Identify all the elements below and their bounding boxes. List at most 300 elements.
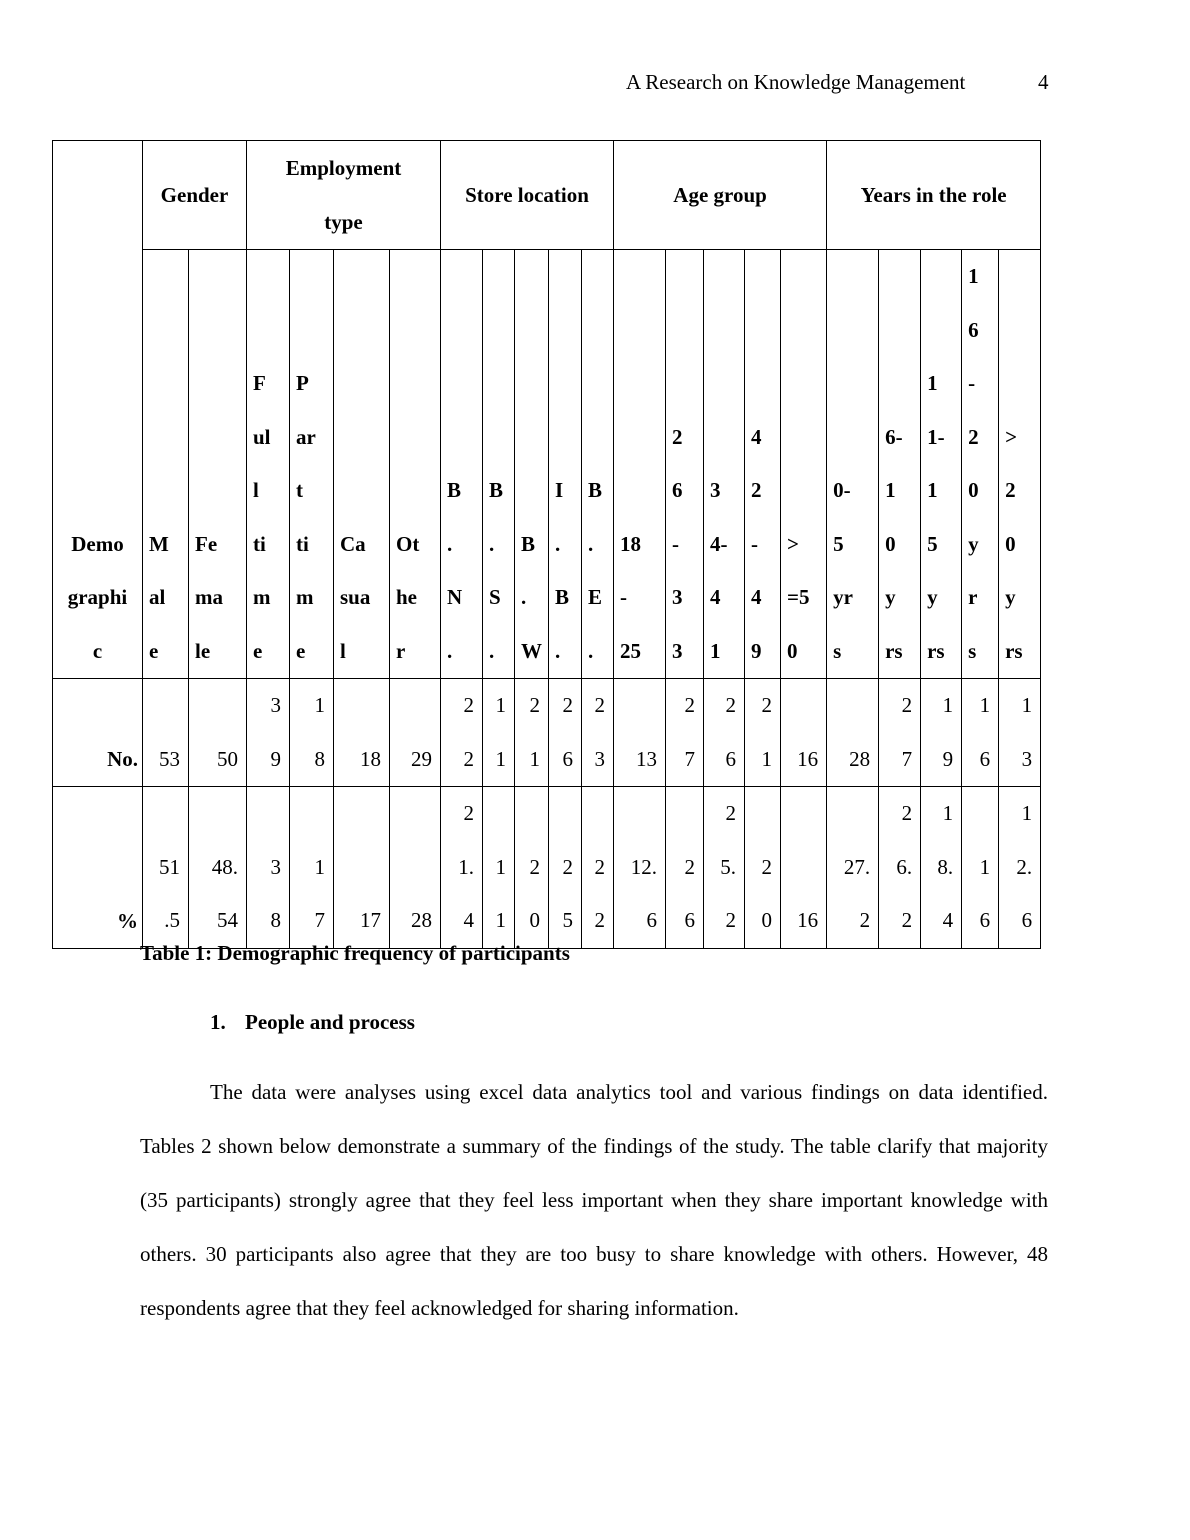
- count-value-line: 1: [314, 693, 325, 717]
- table-caption: Table 1: Demographic frequency of participants: [140, 941, 570, 965]
- column-header-cell: [582, 250, 614, 679]
- column-header-label-line: s: [968, 638, 977, 663]
- column-header-label-line: P: [296, 371, 309, 395]
- column-header-label-line: sua: [340, 585, 371, 609]
- count-cell: [582, 679, 614, 787]
- percent-value: [191, 841, 238, 948]
- column-header-label-line: -: [620, 585, 628, 609]
- column-header-label-line: 3: [710, 478, 721, 502]
- table-subheader-row: [53, 250, 1041, 679]
- column-header-label-line: yr: [833, 585, 853, 609]
- column-header-label-line: ar: [296, 424, 316, 449]
- employment-header-line2: type: [324, 210, 363, 234]
- count-value-line: 2: [901, 693, 913, 717]
- column-header-label-line: 1-: [927, 424, 945, 449]
- column-header-label-line: 0: [1005, 531, 1016, 556]
- count-value-line: 6: [562, 746, 573, 771]
- count-value-line: 3: [1021, 746, 1033, 771]
- count-value-line: 29: [411, 746, 432, 771]
- column-header-label-line: 5: [833, 531, 844, 556]
- count-value: [443, 679, 474, 786]
- count-value: [249, 679, 281, 786]
- column-header-label-line: m: [253, 585, 271, 609]
- percent-value-line: 1: [495, 908, 506, 932]
- percent-value: [517, 841, 540, 948]
- column-header-label-line: 1: [927, 371, 938, 395]
- column-header-label-line: .: [447, 638, 453, 663]
- column-header-label-line: ti: [296, 531, 309, 556]
- count-cell: [745, 679, 781, 787]
- demographic-header-line: graphi: [67, 585, 128, 609]
- percent-value-line: 1: [942, 801, 954, 825]
- column-header-cell: [549, 250, 582, 679]
- column-header-label-line: B: [489, 478, 504, 502]
- section-title: People and process: [245, 1010, 415, 1034]
- column-header-label-line: rs: [885, 638, 903, 663]
- percent-value-line: 2: [901, 801, 913, 825]
- column-header-cell: [666, 250, 704, 679]
- column-header-cell: [441, 250, 483, 679]
- percent-value-line: 2: [725, 801, 737, 825]
- column-header-label-line: 9: [751, 638, 762, 663]
- count-value-line: 50: [217, 746, 238, 771]
- percent-value: [249, 841, 281, 948]
- column-header-label: [296, 357, 331, 678]
- demographic-header-line: c: [92, 638, 103, 663]
- column-header-label-line: -: [751, 531, 759, 556]
- column-header-cell: [189, 250, 247, 679]
- count-value-line: 7: [901, 746, 913, 771]
- column-header-label-line: .: [489, 638, 495, 663]
- percent-value-line: 51: [159, 854, 180, 879]
- column-header-label-line: 6-: [885, 424, 903, 449]
- column-header-label-line: M: [149, 531, 169, 556]
- column-header-label-line: .: [588, 638, 594, 663]
- count-value: [964, 679, 990, 786]
- column-header-label-line: 1: [885, 478, 896, 502]
- column-header-label-line: 4-: [710, 531, 728, 556]
- column-header-label: [833, 464, 876, 678]
- column-header-cell: [143, 250, 189, 679]
- column-header-label-line: ti: [253, 531, 266, 556]
- percent-value-line: 6: [979, 908, 991, 932]
- count-value-line: 16: [797, 746, 819, 771]
- count-value: [881, 679, 912, 786]
- count-value: [829, 733, 870, 787]
- column-header-label-line: B: [447, 478, 462, 502]
- count-value-line: 2: [463, 693, 474, 717]
- percent-value-line: 27.: [843, 854, 871, 879]
- percent-cell: [781, 787, 827, 949]
- column-header-label-line: 5: [927, 531, 938, 556]
- column-header-label-line: 6: [968, 317, 979, 342]
- percent-value: [1001, 787, 1032, 948]
- percent-cell: [549, 787, 582, 949]
- age-group-header: Age group: [614, 141, 827, 250]
- column-header-label-line: 2: [1005, 478, 1016, 502]
- column-header-label-line: 6: [672, 478, 683, 502]
- percent-value-line: 2.: [1016, 854, 1033, 879]
- count-cell: [704, 679, 745, 787]
- column-header-label-line: 4: [751, 585, 762, 609]
- demographic-table: [52, 140, 1041, 949]
- count-value-line: 7: [684, 746, 696, 771]
- count-cell: [827, 679, 879, 787]
- percent-cell: [334, 787, 390, 949]
- percent-value-line: .5: [164, 908, 180, 932]
- column-header-label-line: 3: [672, 638, 683, 663]
- percent-value-line: 3: [270, 854, 281, 879]
- count-value: [191, 733, 238, 787]
- column-header-label-line: B: [588, 478, 603, 502]
- column-header-label-line: -: [968, 371, 976, 395]
- count-cell: [999, 679, 1041, 787]
- table-row-percent: [53, 787, 1041, 949]
- column-header-label-line: Ot: [396, 531, 420, 556]
- percent-value-line: 16: [797, 908, 819, 932]
- count-value-line: 28: [849, 746, 871, 771]
- percent-value: [747, 841, 772, 948]
- demographic-header-label: [57, 518, 138, 679]
- column-header-label-line: >: [1005, 424, 1018, 449]
- column-header-label-line: 0: [885, 531, 896, 556]
- column-header-label: [253, 357, 287, 678]
- column-header-label-line: 0: [787, 638, 798, 663]
- percent-value-line: 2: [725, 908, 737, 932]
- percent-cell: [666, 787, 704, 949]
- count-value: [485, 679, 506, 786]
- running-head-title: A Research on Knowledge Management: [626, 70, 966, 94]
- column-header-label: [620, 518, 663, 679]
- column-header-label-line: 3: [672, 585, 683, 609]
- count-value-line: 1: [942, 693, 954, 717]
- percent-value-line: 8.: [937, 854, 954, 879]
- column-header-label-line: I: [555, 478, 564, 502]
- count-value: [584, 679, 605, 786]
- count-value-line: 3: [594, 746, 606, 771]
- column-header-label-line: 4: [751, 424, 762, 449]
- column-header-label-line: t: [296, 478, 303, 502]
- demographic-header-cell: [53, 141, 143, 679]
- count-cell: [247, 679, 290, 787]
- count-cell: [614, 679, 666, 787]
- percent-value: [881, 787, 912, 948]
- column-header-label: [489, 464, 512, 678]
- percent-value-line: 0: [529, 908, 540, 932]
- count-value: [145, 733, 180, 787]
- column-header-label-line: .: [555, 531, 561, 556]
- count-cell: [549, 679, 582, 787]
- percent-cell: [483, 787, 515, 949]
- percent-cell: [390, 787, 441, 949]
- count-value-line: 13: [636, 746, 658, 771]
- table-row-count: [53, 679, 1041, 787]
- column-header-label-line: rs: [927, 638, 945, 663]
- percent-cell: [962, 787, 999, 949]
- column-header-cell: [962, 250, 999, 679]
- column-header-cell: [827, 250, 879, 679]
- column-header-cell: [781, 250, 827, 679]
- column-header-cell: [290, 250, 334, 679]
- count-cell: [390, 679, 441, 787]
- percent-value: [145, 841, 180, 948]
- count-value: [1001, 679, 1032, 786]
- percent-value-line: 2: [463, 801, 474, 825]
- percent-cell: [582, 787, 614, 949]
- section-number: 1.: [210, 1010, 226, 1034]
- percent-value-line: 2: [594, 908, 606, 932]
- column-header-cell: [921, 250, 962, 679]
- column-header-label: [927, 357, 959, 678]
- count-cell: [515, 679, 549, 787]
- column-header-label-line: W: [521, 638, 542, 663]
- count-value: [706, 679, 736, 786]
- count-value: [517, 679, 540, 786]
- column-header-label: [588, 464, 611, 678]
- percent-value-line: 4: [942, 908, 954, 932]
- column-header-label-line: .: [588, 531, 594, 556]
- count-cell: [189, 679, 247, 787]
- column-header-cell: [247, 250, 290, 679]
- count-value-line: 6: [725, 746, 737, 771]
- count-value-line: 1: [761, 746, 773, 771]
- column-header-label: [1005, 411, 1038, 679]
- column-header-cell: [515, 250, 549, 679]
- column-header-label-line: 18: [620, 531, 642, 556]
- column-header-label-line: >: [787, 531, 800, 556]
- percent-cell: [247, 787, 290, 949]
- column-header-label: [672, 411, 701, 679]
- column-header-cell: [390, 250, 441, 679]
- column-header-label-line: 1: [968, 264, 979, 288]
- count-value: [336, 733, 381, 787]
- column-header-label-line: 0: [968, 478, 979, 502]
- page-number: 4: [1038, 70, 1049, 94]
- percent-cell: [745, 787, 781, 949]
- column-header-label-line: y: [885, 585, 896, 609]
- column-header-label: [787, 518, 824, 679]
- column-header-cell: [999, 250, 1041, 679]
- percent-cell: [515, 787, 549, 949]
- years-in-role-group-header: Years in the role: [827, 141, 1041, 250]
- column-header-label: [885, 411, 918, 679]
- count-value-line: 2: [725, 693, 737, 717]
- column-header-label-line: B: [521, 531, 536, 556]
- count-value-line: 1: [1021, 693, 1033, 717]
- column-header-label-line: e: [253, 638, 263, 663]
- percent-value: [443, 787, 474, 948]
- percent-value-line: 2: [761, 854, 773, 879]
- percent-value: [584, 841, 605, 948]
- column-header-cell: [483, 250, 515, 679]
- percent-value-line: 6: [684, 908, 696, 932]
- count-value: [616, 733, 657, 787]
- column-header-label-line: ul: [253, 424, 271, 449]
- column-header-cell: [614, 250, 666, 679]
- column-header-label-line: Fe: [195, 531, 218, 556]
- body-paragraph: The data were analyses using excel data analytics tool and various findings on data identified. Tables 2 shown below demonstrate a summary of the findings of the study. The table clarify that majority (35 participants) strongly agree that they feel less important when they share important knowledge with others. 30 participants also agree that they are too busy to share knowledge with others. However, 48 respondents agree that they feel acknowledged for sharing information.: [140, 1080, 1048, 1320]
- percent-cell: [614, 787, 666, 949]
- column-header-label-line: N: [447, 585, 463, 609]
- count-cell: [143, 679, 189, 787]
- count-value-line: 2: [463, 746, 474, 771]
- column-header-label-line: 1: [710, 638, 721, 663]
- column-header-label-line: y: [1005, 585, 1016, 609]
- column-header-label-line: E: [588, 585, 603, 609]
- count-value: [923, 679, 953, 786]
- column-header-label-line: e: [149, 638, 159, 663]
- percent-value: [668, 841, 695, 948]
- count-value-line: 1: [495, 693, 506, 717]
- count-value-line: 1: [495, 746, 506, 771]
- percent-value-line: 1: [1021, 801, 1033, 825]
- percent-value-line: 2: [901, 908, 913, 932]
- column-header-label-line: ma: [195, 585, 223, 609]
- column-header-label: [340, 518, 387, 679]
- count-value: [747, 679, 772, 786]
- demographic-header-line: Demo: [71, 531, 124, 556]
- column-header-label-line: le: [195, 638, 211, 663]
- column-header-label: [710, 464, 742, 678]
- count-value-line: 2: [594, 693, 606, 717]
- column-header-label-line: -: [672, 531, 680, 556]
- percent-value-line: 2: [594, 854, 606, 879]
- count-cell: [781, 679, 827, 787]
- row-label-percent: %: [53, 787, 143, 949]
- row-label-no: No.: [53, 679, 143, 787]
- count-value-line: 1: [529, 746, 540, 771]
- column-header-label-line: y: [968, 531, 979, 556]
- percent-value: [392, 894, 432, 948]
- column-header-label-line: r: [968, 585, 978, 609]
- percent-cell: [704, 787, 745, 949]
- percent-value: [706, 787, 736, 948]
- column-header-label-line: r: [396, 638, 406, 663]
- percent-value-line: 17: [360, 908, 381, 932]
- percent-cell: [441, 787, 483, 949]
- section-heading: [210, 1010, 415, 1035]
- column-header-label-line: l: [253, 478, 259, 502]
- column-header-label-line: l: [340, 638, 346, 663]
- percent-value-line: 28: [411, 908, 432, 932]
- count-cell: [334, 679, 390, 787]
- column-header-label-line: s: [833, 638, 842, 663]
- count-cell: [962, 679, 999, 787]
- count-value-line: 8: [314, 746, 325, 771]
- column-header-label: [968, 250, 996, 678]
- percent-value-line: 2: [529, 854, 540, 879]
- percent-value: [292, 841, 325, 948]
- count-value-line: 18: [360, 746, 381, 771]
- column-header-label-line: =5: [787, 585, 810, 609]
- count-cell: [290, 679, 334, 787]
- percent-value-line: 8: [270, 908, 281, 932]
- count-cell: [666, 679, 704, 787]
- percent-value: [336, 894, 381, 948]
- count-value-line: 2: [761, 693, 773, 717]
- column-header-label-line: 25: [620, 638, 642, 663]
- percent-cell: [999, 787, 1041, 949]
- percent-value: [485, 841, 506, 948]
- column-header-cell: [745, 250, 781, 679]
- percent-value-line: 1: [495, 854, 506, 879]
- employment-group-header: [247, 141, 441, 250]
- percent-value-line: 6.: [896, 854, 913, 879]
- percent-value-line: 4: [463, 908, 474, 932]
- store-location-group-header: Store location: [441, 141, 614, 250]
- percent-value-line: 5.: [720, 854, 737, 879]
- percent-value: [923, 787, 953, 948]
- count-cell: [441, 679, 483, 787]
- percent-value-line: 1: [314, 854, 325, 879]
- column-header-label-line: .: [447, 531, 453, 556]
- percent-cell: [921, 787, 962, 949]
- count-value-line: 1: [979, 693, 991, 717]
- percent-value: [964, 841, 990, 948]
- column-header-label-line: B: [555, 585, 570, 609]
- percent-value-line: 0: [761, 908, 773, 932]
- percent-value-line: 2: [859, 908, 871, 932]
- percent-cell: [189, 787, 247, 949]
- count-value-line: 2: [562, 693, 573, 717]
- column-header-label-line: Ca: [340, 531, 366, 556]
- count-value-line: 9: [942, 746, 954, 771]
- percent-value-line: 1: [979, 854, 991, 879]
- count-value-line: 6: [979, 746, 991, 771]
- column-header-label: [447, 464, 480, 678]
- count-value: [392, 733, 432, 787]
- percent-value-line: 54: [217, 908, 238, 932]
- column-header-label-line: F: [253, 371, 266, 395]
- column-header-label-line: 2: [968, 424, 979, 449]
- column-header-label: [555, 464, 579, 678]
- column-header-label-line: .: [555, 638, 561, 663]
- percent-value-line: 12.: [630, 854, 658, 879]
- gender-group-header: Gender: [143, 141, 247, 250]
- percent-cell: [290, 787, 334, 949]
- column-header-label-line: 4: [710, 585, 721, 609]
- percent-value-line: 2: [684, 854, 696, 879]
- percent-cell: [143, 787, 189, 949]
- percent-value: [829, 841, 870, 948]
- column-header-label-line: e: [296, 638, 306, 663]
- count-value-line: 2: [684, 693, 696, 717]
- column-header-label-line: 2: [672, 424, 683, 449]
- count-value-line: 9: [270, 746, 281, 771]
- count-value-line: 3: [270, 693, 281, 717]
- column-header-label-line: rs: [1005, 638, 1023, 663]
- column-header-label: [149, 518, 186, 679]
- percent-cell: [827, 787, 879, 949]
- column-header-label: [521, 518, 546, 679]
- column-header-label: [751, 411, 778, 679]
- percent-value-line: 6: [646, 908, 658, 932]
- count-cell: [921, 679, 962, 787]
- column-header-label: [396, 518, 438, 679]
- percent-value: [616, 841, 657, 948]
- percent-value-line: 48.: [211, 854, 238, 879]
- percent-value-line: 1.: [458, 854, 474, 879]
- column-header-label-line: y: [927, 585, 938, 609]
- count-value: [783, 733, 818, 787]
- percent-value-line: 2: [562, 854, 573, 879]
- column-header-cell: [704, 250, 745, 679]
- column-header-label-line: 1: [927, 478, 938, 502]
- count-value: [668, 679, 695, 786]
- column-header-label-line: 2: [751, 478, 762, 502]
- column-header-label: [195, 518, 244, 679]
- count-value-line: 53: [159, 746, 180, 771]
